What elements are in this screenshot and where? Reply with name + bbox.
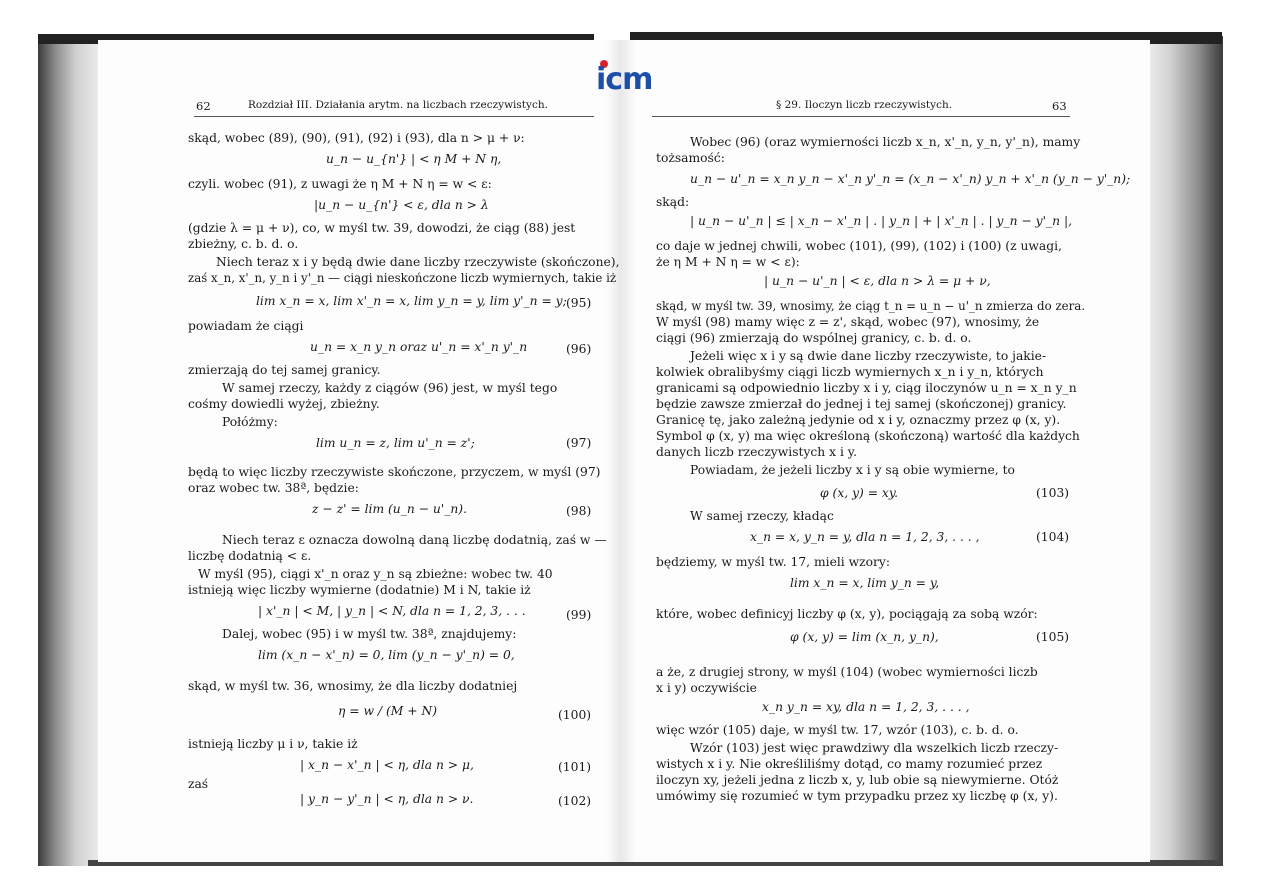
text-line: skąd, w myśl tw. 39, wnosimy, że ciąg t_n = u_n − u'_n zmierza do zera.: [656, 299, 1086, 313]
text-line: będzie zawsze zmierzał do jednej i tej samej (skończonej) granicy.: [656, 397, 1067, 411]
text-line: granicami są odpowiednio liczby x i y, ciąg iloczynów u_n = x_n y_n: [656, 381, 1077, 395]
logo-text: icm: [596, 62, 653, 97]
text-line: Jeżeli więc x i y są dwie dane liczby rzeczywiste, to jakie-: [690, 349, 1047, 363]
right-page-number: 63: [1052, 99, 1067, 113]
text-line: x i y) oczywiście: [656, 681, 757, 695]
text-line: istnieją więc liczby wymierne (dodatnie) M i N, takie iż: [188, 583, 531, 597]
text-line: W myśl (95), ciągi x'_n oraz y_n są zbieżne: wobec tw. 40: [198, 567, 553, 581]
text-line: Dalej, wobec (95) i w myśl tw. 38ª, znajdujemy:: [222, 627, 517, 641]
text-line: powiadam że ciągi: [188, 319, 304, 333]
equation: φ (x, y) = xy.: [820, 486, 899, 500]
text-line: (gdzie λ = μ + ν), co, w myśl tw. 39, dowodzi, że ciąg (88) jest: [188, 221, 576, 235]
equation: | x_n − x'_n | < η, dla n > μ,: [300, 758, 474, 772]
text-line: Niech teraz ε oznacza dowolną daną liczbę dodatnią, zaś w —: [222, 533, 607, 547]
book-edge-right: [1141, 36, 1223, 866]
equation-number: (104): [1036, 530, 1070, 544]
text-line: tożsamość:: [656, 151, 725, 165]
text-line: skąd, wobec (89), (90), (91), (92) i (93), dla n > μ + ν:: [188, 131, 525, 145]
equation: x_n = x, y_n = y, dla n = 1, 2, 3, . . . ,: [750, 530, 980, 544]
text-line: które, wobec definicyj liczby φ (x, y), pociągają za sobą wzór:: [656, 607, 1038, 621]
text-line: ciągi (96) zmierzają do wspólnej granicy, c. b. d. o.: [656, 331, 972, 345]
text-line: skąd:: [656, 195, 690, 209]
equation-number: (99): [566, 608, 592, 622]
right-running-head: § 29. Iloczyn liczb rzeczywistych.: [776, 99, 953, 111]
text-line: Granicę tę, jako zależną jedynie od x i y, oznaczmy przez φ (x, y).: [656, 413, 1061, 427]
equation: | y_n − y'_n | < η, dla n > ν.: [300, 792, 474, 806]
text-line: skąd, w myśl tw. 36, wnosimy, że dla liczby dodatniej: [188, 679, 518, 693]
text-line: co daje w jednej chwili, wobec (101), (99), (102) i (100) (z uwagi,: [656, 239, 1062, 253]
equation-number: (102): [558, 794, 592, 808]
equation: lim u_n = z, lim u'_n = z';: [316, 436, 475, 450]
icm-logo: [596, 60, 666, 100]
equation-number: (95): [566, 296, 592, 310]
text-line: zaś x_n, x'_n, y_n i y'_n — ciągi nieskończone liczb wymiernych, takie iż: [188, 271, 617, 285]
equation: | u_n − u'_n | ≤ | x_n − x'_n | . | y_n | + | x'_n | . | y_n − y'_n |,: [690, 214, 1073, 228]
text-line: będziemy, w myśl tw. 17, mieli wzory:: [656, 555, 891, 569]
text-line: danych liczb rzeczywistych x i y.: [656, 445, 858, 459]
text-line: cośmy dowiedli wyżej, zbieżny.: [188, 397, 380, 411]
text-line: Wobec (96) (oraz wymierności liczb x_n, x'_n, y_n, y'_n), mamy: [690, 135, 1081, 149]
text-line: czyli. wobec (91), z uwagi że η M + N η = w < ε:: [188, 177, 492, 191]
text-line: Powiadam, że jeżeli liczby x i y są obie wymierne, to: [690, 463, 1015, 477]
text-line: zbieżny, c. b. d. o.: [188, 237, 299, 251]
text-line: iloczyn xy, jeżeli jedna z liczb x, y, lub obie są niewymierne. Otóż: [656, 773, 1059, 787]
equation: lim x_n = x, lim y_n = y,: [790, 576, 940, 590]
text-line: kolwiek obralibyśmy ciągi liczb wymiernych x_n i y_n, których: [656, 365, 1044, 379]
equation-number: (105): [1036, 630, 1070, 644]
equation: u_n − u_{n'} | < η M + N η,: [326, 152, 502, 166]
equation-number: (100): [558, 708, 592, 722]
equation: φ (x, y) = lim (x_n, y_n),: [790, 630, 939, 644]
right-header-rule: [652, 116, 1070, 117]
text-line: oraz wobec tw. 38ª, będzie:: [188, 481, 359, 495]
text-line: liczbę dodatnią < ε.: [188, 549, 312, 563]
text-line: wistych x i y. Nie określiliśmy dotąd, co mamy rozumieć przez: [656, 757, 1043, 771]
text-line: Połóżmy:: [222, 415, 278, 429]
text-line: więc wzór (105) daje, w myśl tw. 17, wzór (103), c. b. d. o.: [656, 723, 1019, 737]
text-line: a że, z drugiej strony, w myśl (104) (wobec wymierności liczb: [656, 665, 1038, 679]
equation: z − z' = lim (u_n − u'_n).: [312, 502, 467, 516]
equation: x_n y_n = xy, dla n = 1, 2, 3, . . . ,: [762, 700, 970, 714]
equation: lim x_n = x, lim x'_n = x, lim y_n = y, lim y'_n = y;: [256, 294, 567, 308]
text-line: Symbol φ (x, y) ma więc określoną (skończoną) wartość dla każdych: [656, 429, 1080, 443]
equation: |u_n − u_{n'} < ε, dla n > λ: [314, 198, 489, 212]
text-line: Niech teraz x i y będą dwie dane liczby rzeczywiste (skończone),: [216, 255, 620, 269]
equation: lim (x_n − x'_n) = 0, lim (y_n − y'_n) = 0,: [258, 648, 515, 662]
equation: u_n − u'_n = x_n y_n − x'_n y'_n = (x_n − x'_n) y_n + x'_n (y_n − y'_n);: [690, 172, 1131, 186]
left-page-number: 62: [196, 99, 211, 113]
text-line: zmierzają do tej samej granicy.: [188, 363, 381, 377]
equation-number: (98): [566, 504, 592, 518]
text-line: umówimy się rozumieć w tym przypadku przez xy liczbę φ (x, y).: [656, 789, 1058, 803]
text-line: W samej rzeczy, każdy z ciągów (96) jest, w myśl tego: [222, 381, 558, 395]
equation: u_n = x_n y_n oraz u'_n = x'_n y'_n: [310, 340, 528, 354]
book-gutter: [606, 40, 636, 862]
equation: | u_n − u'_n | < ε, dla n > λ = μ + ν,: [764, 274, 991, 288]
equation-number: (96): [566, 342, 592, 356]
equation-number: (97): [566, 436, 592, 450]
text-line: zaś: [188, 777, 209, 791]
text-line: że η M + N η = w < ε):: [656, 255, 800, 269]
equation: η = w / (M + N): [338, 704, 438, 718]
book-edge-left: [38, 36, 106, 866]
equation-number: (103): [1036, 486, 1070, 500]
text-line: Wzór (103) jest więc prawdziwy dla wszelkich liczb rzeczy-: [690, 741, 1059, 755]
text-line: istnieją liczby μ i ν, takie iż: [188, 737, 358, 751]
left-running-head: Rozdział III. Działania arytm. na liczbach rzeczywistych.: [248, 99, 548, 111]
text-line: będą to więc liczby rzeczywiste skończone, przyczem, w myśl (97): [188, 465, 601, 479]
left-header-rule: [194, 116, 594, 117]
text-line: W samej rzeczy, kładąc: [690, 509, 834, 523]
equation-number: (101): [558, 760, 592, 774]
equation: | x'_n | < M, | y_n | < N, dla n = 1, 2, 3, . . .: [258, 604, 526, 618]
text-line: W myśl (98) mamy więc z = z', skąd, wobec (97), wnosimy, że: [656, 315, 1040, 329]
